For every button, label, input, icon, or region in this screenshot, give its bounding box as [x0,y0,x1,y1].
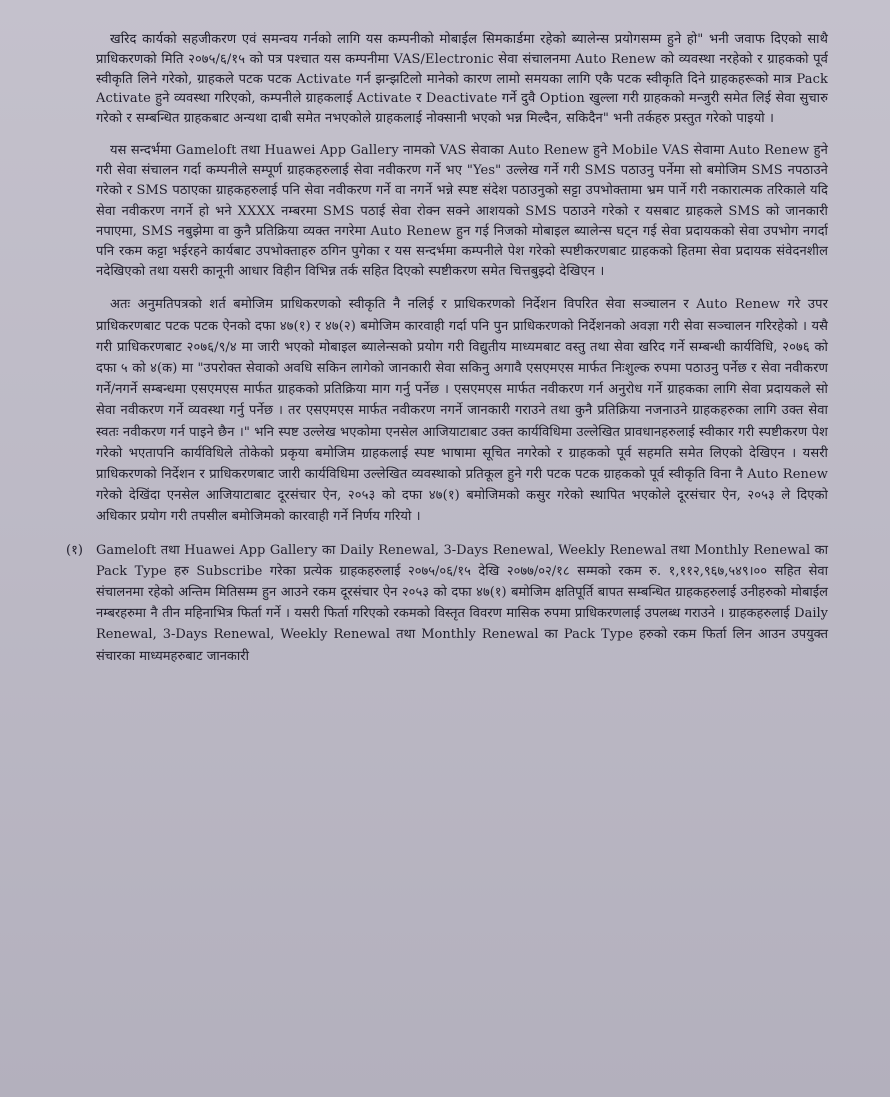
paragraph-2: यस सन्दर्भमा Gameloft तथा Huawei App Gallery नामको VAS सेवाका Auto Renew हुने Mobile VAS सेवामा Auto Renew हुने गरी सेवा संचालन गर्दा कम्पनीले सम्पूर्ण ग्राहकहरुलाई सेवा नवीकरण गर्ने भए "Yes" उल्लेख गर्ने गरी SMS पठाउनु पर्नेमा सो बमोजिम SMS नपठाउने गरेको र SMS पठाएका ग्राहकहरुलाई पनि सेवा नवीकरण गर्ने वा नगर्ने भन्ने स्पष्ट संदेश पठाउनुको सट्टा उपभोक्तामा भ्रम पार्ने गरी नकारात्मक तरिकाले यदि सेवा नवीकरण नगर्ने हो भने XXXX नम्बरमा SMS पठाई सेवा रोक्न सक्ने आशयको SMS पठाउने गरेको र यसबाट ग्राहकले SMS को जानकारी नपाएमा, SMS नबुझेमा वा कुनै प्रतिक्रिया व्यक्त नगरेमा Auto Renew हुन गई निजको मोबाइल ब्यालेन्स घट्न गई सेवा प्रदायकको सेवा उपभोग नगर्दा पनि रकम कट्टा भईरहने कार्यबाट उपभोक्ताहरु ठगिन पुगेका र यस सन्दर्भमा कम्पनीले पेश गरेको स्पष्टीकरणबाट ग्राहकको हितमा सेवा प्रदायक संवेदनशील नदेखिएको तथा यसरी कानूनी आधार विहीन विभिन्न तर्क सहित दिएको स्पष्टीकरण समेत चित्तबुझ्दो देखिएन । [96,142,828,280]
paragraph-3: अतः अनुमतिपत्रको शर्त बमोजिम प्राधिकरणको स्वीकृति नै नलिई र प्राधिकरणको निर्देशन विपरित सेवा सञ्चालन र Auto Renew गरे उपर प्राधिकरणबाट पटक पटक ऐनको दफा ४७(१) र ४७(२) बमोजिम कारवाही गर्दा पनि पुन प्राधिकरणको निर्देशनको अवज्ञा गरी सेवा सञ्चालन गरिरहेको । यसै गरी प्राधिकरणबाट २०७६/९/४ मा जारी भएको मोबाइल ब्यालेन्सको प्रयोग गरी विद्युतीय माध्यमबाट वस्तु तथा सेवा खरिद गर्ने सम्बन्धी कार्यविधि, २०७६ को दफा ५ को ४(क) मा "उपरोक्त सेवाको अवधि सकिन लागेको जानकारी सेवा सकिनु अगावै एसएमएस मार्फत निःशुल्क रुपमा पठाउनु पर्नेछ र सेवा नवीकरण गर्ने/नगर्ने सम्बन्धमा एसएमएस मार्फत ग्राहकको प्रतिक्रिया माग गर्नु पर्नेछ । एसएमएस मार्फत नवीकरण गर्न अनुरोध गर्ने ग्राहकका लागि सेवा प्रदायकले सो सेवा नवीकरण गर्ने व्यवस्था गर्नु पर्नेछ । तर एसएमएस मार्फत नवीकरण नगर्ने जानकारी गराउने तथा कुनै प्रतिक्रिया नजनाउने ग्राहकहरुका लागि उक्त सेवा स्वतः नवीकरण गर्न पाइने छैन ।" भनि स्पष्ट उल्लेख भएकोमा एनसेल आजियाटाबाट उक्त कार्यविधिमा उल्लेखित प्रावधानहरुलाई स्वीकार गरी स्पष्टीकरण पेश गरेको भएतापनि कार्यविधिले तोकेको प्रकृया बमोजिम ग्राहकलाई स्पष्ट भाषामा सूचित नगरेको र ग्राहकको पूर्व सहमति समेत लिएको देखिएन । यसरी प्राधिकरणको निर्देशन र प्राधिकरणबाट जारी कार्यविधिमा उल्लेखित व्यवस्थाको प्रतिकूल हुने गरी पटक पटक ग्राहकको पूर्व स्वीकृति विना नै Auto Renew गरेको देखिंदा एनसेल आजियाटाबाट दूरसंचार ऐन, २०५३ को दफा ४७(१) बमोजिमको कसुर गरेको स्थापित भएकोले दूरसंचार ऐन, २०५३ ले दिएको अधिकार प्रयोग गरी तपसील बमोजिमको कारवाही गर्ने निर्णय गरियो । [96,297,828,525]
list-item [66,540,828,667]
list-item-number: (१) [66,542,83,558]
paragraph-1: खरिद कार्यको सहजीकरण एवं समन्वय गर्नको लागि यस कम्पनीको मोबाईल सिमकार्डमा रहेको ब्यालेन्स प्रयोगसम्म हुने हो" भनी जवाफ दिएको साथै प्राधिकरणको मिति २०७५/६/१५ को पत्र पश्चात यस कम्पनीमा VAS/Electronic सेवा संचालनमा Auto Renew को व्यवस्था नरहेको र ग्राहकको पूर्व स्वीकृति लिने गरेको, ग्राहकले पटक पटक Activate गर्न झन्झटिलो मानेको कारण लामो समयका लागि एकै पटक स्वीकृति दिने ग्राहकहरूको मात्र Pack Activate हुने व्यवस्था गरिएको, कम्पनीले ग्राहकलाई Activate र Deactivate गर्ने दुवै Option खुल्ला गरी ग्राहकको मन्जुरी समेत लिई सेवा सुचारु गरेको र सम्बन्धित ग्राहकबाट अन्यथा दाबी समेत नभएकोले ग्राहकलाई नोक्सानी भएको भन्न मिल्दैन, सकिदैन" भनी तर्कहरु प्रस्तुत गरेको पाइयो । [96,32,828,127]
list-item-text: Gameloft तथा Huawei App Gallery का Daily Renewal, 3-Days Renewal, Weekly Renewal तथा Monthly Renewal का Pack Type हरु Subscribe गरेका प्रत्येक ग्राहकहरुलाई २०७५/०६/१५ देखि २०७७/०२/१८ सम्मको रकम रु. १,११२,९६७,५४९।०० सहित सेवा संचालनमा रहेको अन्तिम मितिसम्म हुन आउने रकम दूरसंचार ऐन २०५३ को दफा ४७(१) बमोजिम क्षतिपूर्ति बापत सम्बन्धित ग्राहकहरुलाई उनीहरुको मोबाईल नम्बरहरुमा नै तीन महिनाभित्र फिर्ता गर्ने । यसरी फिर्ता गरिएको रकमको विस्तृत विवरण मासिक रुपमा प्राधिकरणलाई उपलब्ध गराउने । ग्राहकहरुलाई Daily Renewal, 3-Days Renewal, Weekly Renewal तथा Monthly Renewal का Pack Type हरुको रकम फिर्ता लिन आउन उपयुक्त संचारका माध्यमहरुबाट जानकारी [96,542,828,664]
